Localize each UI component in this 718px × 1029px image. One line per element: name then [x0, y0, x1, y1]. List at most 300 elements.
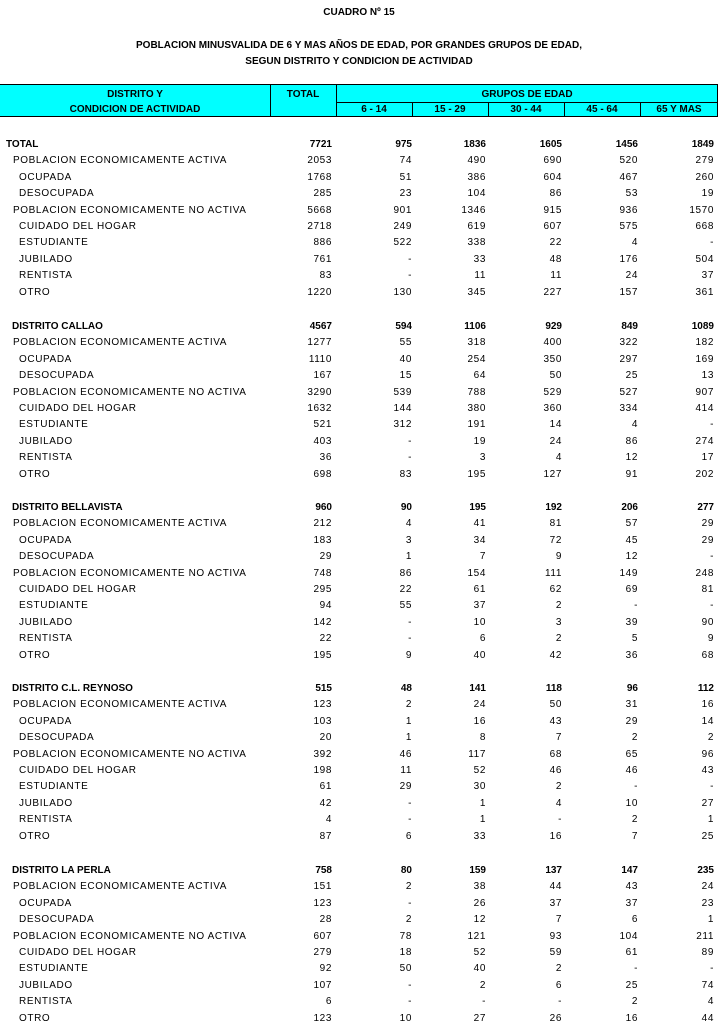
row-label: JUBILADO — [19, 435, 73, 447]
cell-value: 192 — [545, 502, 562, 513]
header-grupos-edad: GRUPOS DE EDAD — [481, 89, 573, 100]
cell-value: 117 — [468, 748, 486, 760]
cell-value: 27 — [473, 1012, 486, 1024]
row-label: OCUPADA — [19, 353, 72, 365]
cell-value: 72 — [549, 534, 562, 546]
cell-value: 761 — [313, 253, 332, 265]
table-row — [0, 914, 718, 930]
cell-value: 90 — [701, 616, 714, 628]
cell-value: 24 — [625, 270, 638, 282]
cell-value: 37 — [701, 270, 714, 282]
cell-value: 3 — [555, 616, 562, 628]
table-row — [0, 931, 718, 947]
cell-value: 212 — [313, 518, 332, 530]
cell-value: 1110 — [308, 353, 332, 365]
cell-value: 467 — [619, 171, 638, 183]
cell-value: 6 — [325, 996, 332, 1008]
cell-value: 37 — [549, 897, 562, 909]
row-label: POBLACION ECONOMICAMENTE NO ACTIVA — [13, 567, 247, 579]
cell-value: 6 — [555, 979, 562, 991]
cell-value: 594 — [395, 321, 412, 332]
cell-value: 504 — [695, 253, 714, 265]
cell-value: 81 — [701, 584, 714, 595]
cell-value: 361 — [695, 286, 714, 298]
cell-value: 91 — [625, 468, 638, 480]
table-row — [0, 469, 718, 485]
cell-value: 2 — [555, 600, 562, 612]
row-label: POBLACION ECONOMICAMENTE ACTIVA — [13, 699, 228, 711]
cell-value: 1 — [479, 814, 486, 826]
cell-value: 318 — [467, 337, 486, 349]
cell-value: 157 — [619, 286, 638, 298]
section-row — [0, 321, 718, 337]
cell-value: 51 — [399, 171, 412, 183]
row-label: POBLACION ECONOMICAMENTE ACTIVA — [13, 155, 228, 167]
cuadro-number: CUADRO Nº 15 — [323, 7, 395, 18]
cell-value: 104 — [467, 188, 486, 200]
header-age-15-29: 15 - 29 — [434, 104, 466, 115]
cell-value: 9 — [555, 551, 562, 563]
cell-value: - — [710, 600, 714, 612]
row-label: ESTUDIANTE — [19, 600, 89, 612]
cell-value: 123 — [313, 1012, 332, 1024]
table-row — [0, 337, 718, 353]
cell-value: 5 — [631, 633, 638, 645]
cell-value: 142 — [313, 616, 332, 628]
cell-value: 4 — [555, 797, 562, 809]
cell-value: - — [408, 996, 412, 1008]
cell-value: 94 — [319, 600, 332, 612]
cell-value: 698 — [313, 468, 332, 480]
cell-value: 16 — [625, 1012, 638, 1024]
cell-value: 1 — [707, 914, 714, 926]
cell-value: 9 — [707, 633, 714, 645]
cell-value: 1 — [405, 715, 412, 727]
cell-value: 86 — [549, 188, 562, 200]
cell-value: 380 — [467, 403, 486, 414]
header-age-30-44: 30 - 44 — [510, 104, 542, 115]
cell-value: 33 — [473, 830, 486, 842]
cell-value: 886 — [313, 237, 332, 249]
table-row — [0, 732, 718, 748]
cell-value: 1 — [405, 732, 412, 744]
cell-value: 11 — [400, 765, 412, 776]
cell-value: 386 — [467, 171, 486, 183]
cell-value: 788 — [467, 386, 486, 398]
cell-value: 42 — [319, 797, 332, 809]
cell-value: 137 — [545, 865, 562, 876]
cell-value: 7721 — [309, 139, 332, 150]
cell-value: 24 — [549, 435, 562, 447]
cell-value: 14 — [549, 419, 562, 431]
cell-value: 195 — [469, 502, 486, 513]
cell-value: 93 — [549, 930, 562, 942]
cell-value: 25 — [625, 979, 638, 991]
cell-value: 490 — [467, 155, 486, 167]
row-label: RENTISTA — [19, 633, 73, 645]
table-row — [0, 419, 718, 435]
cell-value: 26 — [549, 1012, 562, 1024]
cell-value: 37 — [625, 897, 638, 909]
cell-value: 1106 — [464, 321, 486, 332]
cell-value: 248 — [695, 567, 714, 579]
table-title-line2: SEGUN DISTRITO Y CONDICION DE ACTIVIDAD — [245, 56, 473, 67]
cell-value: 144 — [393, 403, 412, 414]
cell-value: 515 — [315, 683, 332, 694]
table-row — [0, 947, 718, 963]
cell-value: 151 — [313, 881, 332, 893]
cell-value: 29 — [625, 715, 638, 727]
row-label: POBLACION ECONOMICAMENTE ACTIVA — [13, 881, 228, 893]
cell-value: 295 — [313, 584, 332, 595]
cell-value: 3 — [479, 452, 486, 464]
cell-value: 7 — [555, 732, 562, 744]
cell-value: 112 — [697, 683, 714, 694]
cell-value: 11 — [550, 270, 562, 282]
row-label: ESTUDIANTE — [19, 419, 89, 431]
cell-value: - — [408, 452, 412, 464]
cell-value: 36 — [625, 649, 638, 661]
row-label: POBLACION ECONOMICAMENTE NO ACTIVA — [13, 386, 247, 398]
cell-value: 274 — [695, 435, 714, 447]
cell-value: 43 — [625, 881, 638, 893]
row-label: JUBILADO — [19, 797, 73, 809]
cell-value: 83 — [399, 468, 412, 480]
section-label: TOTAL — [6, 139, 39, 150]
cell-value: 10 — [399, 1012, 412, 1024]
cell-value: 50 — [399, 963, 412, 975]
cell-value: 87 — [319, 830, 332, 842]
cell-value: 86 — [625, 435, 638, 447]
cell-value: 3290 — [307, 386, 332, 398]
cell-value: 19 — [701, 188, 714, 200]
cell-value: 33 — [473, 253, 486, 265]
cell-value: 758 — [315, 865, 332, 876]
cell-value: 17 — [701, 452, 714, 464]
cell-value: 68 — [701, 649, 714, 661]
row-label: RENTISTA — [19, 814, 73, 826]
cell-value: 37 — [473, 600, 486, 612]
row-label: OTRO — [19, 468, 51, 480]
cell-value: 80 — [400, 865, 412, 876]
cell-value: 36 — [319, 452, 332, 464]
cell-value: - — [408, 616, 412, 628]
header-subline — [336, 102, 718, 103]
table-row — [0, 781, 718, 797]
table-title-line1: POBLACION MINUSVALIDA DE 6 Y MAS AÑOS DE EDAD, POR GRANDES GRUPOS DE EDAD, — [136, 40, 582, 51]
cell-value: 198 — [313, 765, 332, 776]
cell-value: 81 — [549, 518, 562, 530]
cell-value: 61 — [319, 781, 332, 793]
cell-value: 25 — [625, 370, 638, 382]
header-age-65-mas: 65 Y MAS — [656, 104, 702, 115]
cell-value: 8 — [479, 732, 486, 744]
row-label: ESTUDIANTE — [19, 963, 89, 975]
cell-value: 29 — [701, 518, 714, 530]
cell-value: 4 — [631, 237, 638, 249]
cell-value: 2 — [405, 914, 412, 926]
cell-value: 2718 — [307, 221, 332, 232]
cell-value: 1632 — [307, 403, 332, 414]
cell-value: 4 — [405, 518, 412, 530]
cell-value: 392 — [313, 748, 332, 760]
cell-value: 121 — [467, 930, 486, 942]
cell-value: - — [710, 781, 714, 793]
table-row — [0, 452, 718, 468]
cell-value: 12 — [473, 914, 486, 926]
cell-value: 61 — [473, 584, 486, 595]
cell-value: 46 — [549, 765, 562, 776]
cell-value: 74 — [399, 155, 412, 167]
cell-value: 2 — [405, 699, 412, 711]
cell-value: - — [408, 633, 412, 645]
table-row — [0, 699, 718, 715]
cell-value: 57 — [625, 518, 638, 530]
table-row — [0, 535, 718, 551]
cell-value: 604 — [543, 171, 562, 183]
cell-value: 1 — [479, 797, 486, 809]
cell-value: 607 — [543, 221, 562, 232]
cell-value: 24 — [473, 699, 486, 711]
row-label: DESOCUPADA — [19, 370, 95, 382]
cell-value: 96 — [626, 683, 638, 694]
cell-value: 61 — [625, 947, 638, 958]
cell-value: 154 — [467, 567, 486, 579]
row-label: JUBILADO — [19, 253, 73, 265]
cell-value: 62 — [549, 584, 562, 595]
row-label: JUBILADO — [19, 979, 73, 991]
cell-value: 22 — [319, 633, 332, 645]
cell-value: 2 — [631, 996, 638, 1008]
table-row — [0, 831, 718, 847]
cell-value: 2 — [707, 732, 714, 744]
cell-value: 169 — [695, 353, 714, 365]
cell-value: 2 — [555, 633, 562, 645]
cell-value: 195 — [467, 468, 486, 480]
cell-value: 520 — [619, 155, 638, 167]
cell-value: 2053 — [307, 155, 332, 167]
cell-value: 46 — [399, 748, 412, 760]
cell-value: 4 — [631, 419, 638, 431]
cell-value: 960 — [315, 502, 332, 513]
cell-value: 92 — [319, 963, 332, 975]
cell-value: 529 — [543, 386, 562, 398]
cell-value: 901 — [393, 204, 412, 216]
cell-value: 74 — [701, 979, 714, 991]
cell-value: 45 — [625, 534, 638, 546]
cell-value: 2 — [555, 781, 562, 793]
table-row — [0, 518, 718, 534]
cell-value: 206 — [621, 502, 638, 513]
table-row — [0, 600, 718, 616]
cell-value: 68 — [549, 748, 562, 760]
row-label: CUIDADO DEL HOGAR — [19, 403, 137, 414]
cell-value: 7 — [631, 830, 638, 842]
table-row — [0, 765, 718, 781]
cell-value: 123 — [313, 699, 332, 711]
cell-value: 975 — [395, 139, 412, 150]
cell-value: 619 — [467, 221, 486, 232]
cell-value: 1836 — [463, 139, 486, 150]
table-row — [0, 963, 718, 979]
table-row — [0, 633, 718, 649]
cell-value: 22 — [399, 584, 412, 595]
header-total: TOTAL — [286, 89, 320, 100]
cell-value: 107 — [313, 979, 332, 991]
cell-value: 195 — [313, 649, 332, 661]
cell-value: 59 — [549, 947, 562, 958]
table-row — [0, 980, 718, 996]
cell-value: 3 — [405, 534, 412, 546]
section-row — [0, 139, 718, 155]
cell-value: 78 — [399, 930, 412, 942]
row-label: CUIDADO DEL HOGAR — [19, 947, 137, 958]
cell-value: 12 — [625, 551, 638, 563]
row-label: DESOCUPADA — [19, 914, 95, 926]
table-row — [0, 650, 718, 666]
cell-value: 46 — [625, 765, 638, 776]
row-label: RENTISTA — [19, 452, 73, 464]
section-label: DISTRITO BELLAVISTA — [12, 502, 123, 513]
section-row — [0, 683, 718, 699]
cell-value: 48 — [400, 683, 412, 694]
cell-value: 23 — [701, 897, 714, 909]
row-label: CUIDADO DEL HOGAR — [19, 765, 137, 776]
cell-value: 40 — [473, 649, 486, 661]
section-label: DISTRITO LA PERLA — [12, 865, 111, 876]
header-age-45-64: 45 - 64 — [586, 104, 618, 115]
cell-value: 521 — [313, 419, 332, 431]
row-label: CUIDADO DEL HOGAR — [19, 221, 137, 232]
row-label: POBLACION ECONOMICAMENTE ACTIVA — [13, 337, 228, 349]
cell-value: 16 — [549, 830, 562, 842]
cell-value: 338 — [467, 237, 486, 249]
cell-value: 249 — [393, 221, 412, 232]
cell-value: 23 — [399, 188, 412, 200]
cell-value: 6 — [479, 633, 486, 645]
cell-value: 50 — [549, 699, 562, 711]
cell-value: 42 — [549, 649, 562, 661]
cell-value: 522 — [393, 237, 412, 249]
table-row — [0, 814, 718, 830]
cell-value: 5668 — [307, 204, 332, 216]
cell-value: 55 — [399, 600, 412, 612]
header-condicion: CONDICION DE ACTIVIDAD — [69, 104, 201, 115]
cell-value: 167 — [313, 370, 332, 382]
cell-value: 38 — [473, 881, 486, 893]
cell-value: 527 — [619, 386, 638, 398]
row-label: OTRO — [19, 830, 51, 842]
table-row — [0, 237, 718, 253]
cell-value: 191 — [467, 419, 486, 431]
cell-value: 297 — [619, 353, 638, 365]
cell-value: 149 — [619, 567, 638, 579]
cell-value: 141 — [469, 683, 486, 694]
cell-value: 86 — [399, 567, 412, 579]
cell-value: 24 — [701, 881, 714, 893]
cell-value: 89 — [701, 947, 714, 958]
cell-value: 1 — [405, 551, 412, 563]
cell-value: 40 — [399, 353, 412, 365]
cell-value: 30 — [473, 781, 486, 793]
cell-value: 44 — [701, 1012, 714, 1024]
table-row — [0, 370, 718, 386]
cell-value: 539 — [393, 386, 412, 398]
header-age-6-14: 6 - 14 — [361, 104, 387, 115]
cell-value: 345 — [467, 286, 486, 298]
row-label: POBLACION ECONOMICAMENTE NO ACTIVA — [13, 204, 247, 216]
row-label: OCUPADA — [19, 715, 72, 727]
table-row — [0, 584, 718, 600]
row-label: POBLACION ECONOMICAMENTE ACTIVA — [13, 518, 228, 530]
cell-value: - — [408, 253, 412, 265]
cell-value: - — [482, 996, 486, 1008]
cell-value: - — [408, 897, 412, 909]
table-row — [0, 155, 718, 171]
cell-value: 907 — [695, 386, 714, 398]
cell-value: 15 — [399, 370, 412, 382]
cell-value: - — [710, 963, 714, 975]
cell-value: 2 — [479, 979, 486, 991]
table-row — [0, 221, 718, 237]
row-label: POBLACION ECONOMICAMENTE NO ACTIVA — [13, 748, 247, 760]
cell-value: 83 — [319, 270, 332, 282]
cell-value: - — [408, 435, 412, 447]
table-row — [0, 798, 718, 814]
cell-value: 10 — [625, 797, 638, 809]
row-label: OTRO — [19, 1012, 51, 1024]
row-label: ESTUDIANTE — [19, 237, 89, 249]
cell-value: 16 — [701, 699, 714, 711]
cell-value: - — [408, 814, 412, 826]
section-label: DISTRITO C.L. REYNOSO — [12, 683, 133, 694]
cell-value: 2 — [631, 732, 638, 744]
cell-value: 915 — [543, 204, 562, 216]
table-row — [0, 716, 718, 732]
cell-value: 159 — [469, 865, 486, 876]
cell-value: 6 — [631, 914, 638, 926]
cell-value: 69 — [625, 584, 638, 595]
cell-value: 1570 — [689, 204, 714, 216]
cell-value: 1849 — [691, 139, 714, 150]
cell-value: 20 — [319, 732, 332, 744]
cell-value: 2 — [405, 881, 412, 893]
cell-value: 279 — [695, 155, 714, 167]
cell-value: - — [710, 419, 714, 431]
cell-value: 14 — [701, 715, 714, 727]
cell-value: - — [408, 270, 412, 282]
cell-value: 90 — [400, 502, 412, 513]
cell-value: 849 — [621, 321, 638, 332]
cell-value: 26 — [473, 897, 486, 909]
row-label: DESOCUPADA — [19, 551, 95, 563]
cell-value: 53 — [625, 188, 638, 200]
cell-value: 127 — [543, 468, 562, 480]
cell-value: 1220 — [307, 286, 332, 298]
cell-value: 65 — [625, 748, 638, 760]
cell-value: 7 — [555, 914, 562, 926]
cell-value: 39 — [625, 616, 638, 628]
cell-value: 1 — [707, 814, 714, 826]
cell-value: 48 — [549, 253, 562, 265]
row-label: DESOCUPADA — [19, 188, 95, 200]
cell-value: 748 — [313, 567, 332, 579]
cell-value: 414 — [695, 403, 714, 414]
cell-value: 13 — [701, 370, 714, 382]
cell-value: 400 — [543, 337, 562, 349]
cell-value: 211 — [696, 930, 714, 942]
table-row — [0, 617, 718, 633]
